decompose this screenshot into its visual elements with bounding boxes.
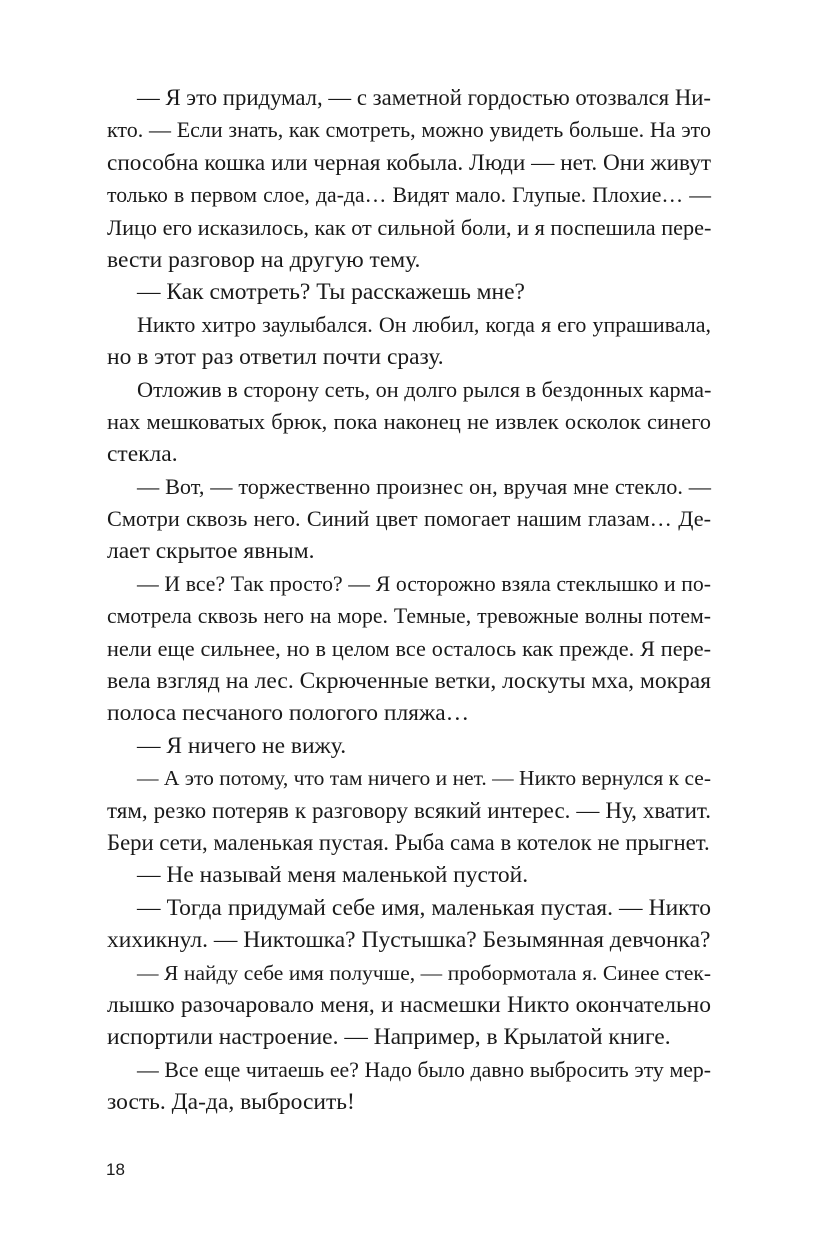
text-line: — И все? Так просто? — Я осторожно взяла стеклышко и по-: [137, 571, 711, 596]
text-line: но в этот раз ответил почти сразу.: [107, 344, 444, 371]
text-line: вести разговор на другую тему.: [107, 246, 421, 273]
text-line: нах мешковатых брюк, пока наконец не извлек осколок синего: [107, 408, 711, 434]
page-number: 18: [106, 1160, 125, 1179]
text-line: — Как смотреть? Ты расскажешь мне?: [137, 279, 525, 306]
text-line: — Я это придумал, — с заметной гордостью отозвался Ни-: [137, 85, 711, 110]
text-line: Никто хитро заулыбался. Он любил, когда я его упрашивала,: [137, 311, 711, 337]
text-line: вела взгляд на лес. Скрюченные ветки, лоскуты мха, мокрая: [107, 668, 711, 695]
text-line: — Я ничего не вижу.: [137, 732, 347, 759]
text-line: смотрела сквозь него на море. Темные, тревожные волны потем-: [107, 604, 711, 629]
text-line: полоса песчаного пологого пляжа…: [107, 700, 470, 727]
text-line: — Не называй меня маленькой пустой.: [137, 862, 529, 889]
text-line: способна кошка или черная кобыла. Люди — нет. Они живут: [107, 149, 711, 176]
text-line: стекла.: [107, 441, 178, 468]
text-line: — Тогда придумай себе имя, маленькая пустая. — Никто: [137, 894, 711, 921]
text-line: Смотри сквозь него. Синий цвет помогает нашим глазам… Де-: [107, 506, 711, 532]
text-line: кто. — Если знать, как смотреть, можно увидеть больше. На это: [107, 117, 711, 143]
text-line: — А это потому, что там ничего и нет. — Никто вернулся к се-: [137, 766, 711, 791]
text-line: лает скрытое явным.: [107, 538, 315, 565]
text-line: только в первом слое, да-да… Видят мало. Глупые. Плохие… —: [107, 183, 711, 208]
text-line: хихикнул. — Никтошка? Пустышка? Безымянная девчонка?: [107, 927, 711, 954]
text-line: нели еще сильнее, но в целом все осталось как прежде. Я пере-: [107, 635, 711, 661]
text-line: Отложив в сторону сеть, он долго рылся в бездонных карма-: [137, 376, 712, 402]
text-line: зость. Да-да, выбросить!: [107, 1089, 355, 1116]
text-line: тям, резко потеряв к разговору всякий интерес. — Ну, хватит.: [107, 797, 711, 823]
text-line: испортили настроение. — Например, в Крылатой книге.: [107, 1024, 671, 1051]
text-line: — Все еще читаешь ее? Надо было давно выбросить эту мер-: [137, 1057, 711, 1082]
text-line: Лицо его исказилось, как от сильной боли, и я поспешила пере-: [107, 214, 712, 240]
body-text: [107, 82, 711, 1119]
text-line: — Я найду себе имя получше, — пробормотала я. Синее стек-: [137, 960, 711, 985]
text-line: — Вот, — торжественно произнес он, вручая мне стекло. —: [137, 473, 711, 499]
text-line: лышко разочаровало меня, и насмешки Никто окончательно: [107, 991, 711, 1018]
text-line: Бери сети, маленькая пустая. Рыба сама в котелок не прыгнет.: [107, 829, 710, 855]
